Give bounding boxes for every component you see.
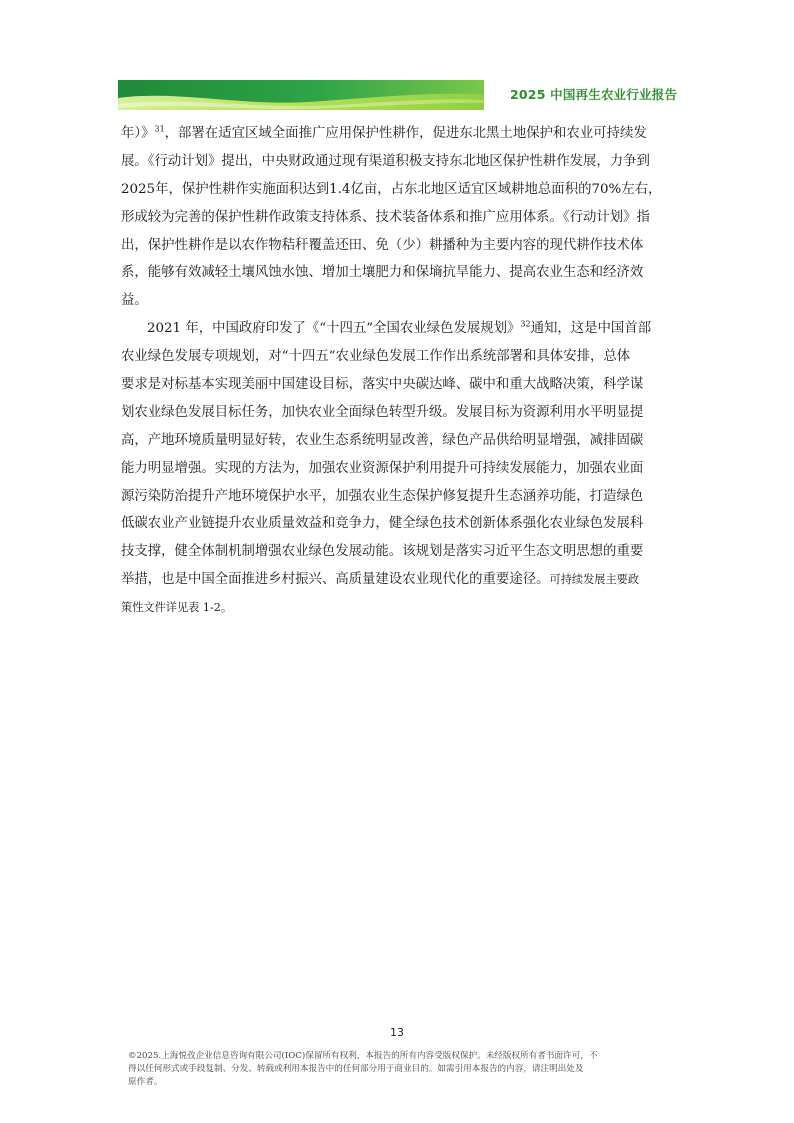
- page-header: [118, 80, 678, 110]
- footer-line: ©2025.上海悦孜企业信息咨询有限公司(IOC)保留所有权利，本报告的所有内容受版权保护。未经版权所有者书面许可，不: [128, 1051, 598, 1061]
- paragraph-1: [121, 120, 681, 315]
- text-line: 技支撑，健全体制机制增强农业绿色发展动能。该规划是落实习近平生态文明思想的重要: [121, 544, 644, 560]
- text-line: 划农业绿色发展目标任务，加快农业全面绿色转型升级。发展目标为资源利用水平明显提: [121, 404, 644, 420]
- copyright-footer: [128, 1050, 674, 1090]
- text-line: 出，保护性耕作是以农作物秸秆覆盖还田、免（少）耕播种为主要内容的现代耕作技术体: [121, 237, 644, 253]
- footnote-ref-31: 31: [154, 124, 165, 134]
- text-line: 农业绿色发展专项规划，对“十四五”农业绿色发展工作作出系统部署和具体安排，总体: [121, 349, 631, 365]
- paragraph-2: [121, 315, 681, 622]
- text-span: 通知，这是中国首部: [530, 321, 652, 337]
- report-title: 2025 中国再生农业行业报告: [510, 87, 678, 102]
- text-span: 年）》: [121, 126, 155, 141]
- text-span: ，部署在适宜区域全面推广应用保护性耕作，促进东北黑土地保护和农业可持续发: [164, 126, 647, 141]
- text-line: 能力明显增强。实现的方法为，加强农业资源保护利用提升可持续发展能力，加强农业面: [121, 460, 644, 476]
- text-line: [121, 120, 681, 148]
- text-line: 2025年，保护性耕作实施面积达到1.4亿亩，占东北地区适宜区域耕地总面积的70%左右，: [121, 181, 662, 197]
- body-text: [121, 120, 681, 622]
- text-line: [121, 566, 681, 594]
- footnote-ref-32: 32: [520, 319, 531, 329]
- text-span: 2021 年，中国政府印发了《“十四五”全国农业绿色发展规划》: [147, 321, 521, 337]
- text-line: 要求是对标基本实现美丽中国建设目标，落实中央碳达峰、碳中和重大战略决策，科学谋: [121, 377, 644, 393]
- header-banner-graphic: [118, 80, 484, 110]
- text-line: 源污染防治提升产地环境保护水平，加强农业生态保护修复提升生态涵养功能，打造绿色: [121, 488, 644, 504]
- footer-line: 原作者。: [128, 1077, 163, 1088]
- text-span: 举措，也是中国全面推进乡村振兴、高质量建设农业现代化的重要途径。: [121, 572, 550, 588]
- text-line: 系，能够有效减轻土壤风蚀水蚀、增加土壤肥力和保墒抗旱能力、提高农业生态和经济效: [121, 265, 644, 281]
- text-span: 可持续发展主要政: [549, 573, 640, 587]
- text-line: 低碳农业产业链提升农业质量效益和竞争力，健全绿色技术创新体系强化农业绿色发展科: [121, 516, 644, 532]
- text-line: 益。: [121, 293, 148, 309]
- page-number: 13: [390, 1026, 404, 1039]
- text-line: 展。《行动计划》提出，中央财政通过现有渠道积极支持东北地区保护性耕作发展，力争到: [121, 153, 650, 169]
- text-line: [121, 315, 681, 343]
- text-line: 策性文件详见表 1-2。: [121, 601, 233, 615]
- text-line: 高，产地环境质量明显好转，农业生态系统明显改善，绿色产品供给明显增强，减排固碳: [121, 432, 644, 448]
- footer-line: 得以任何形式或手段复制、分发、转载或利用本报告中的任何部分用于商业目的。如需引用本报告的内容，请注明出处及: [128, 1064, 584, 1075]
- text-line: 形成较为完善的保护性耕作政策支持体系、技术装备体系和推广应用体系。《行动计划》指: [121, 209, 650, 225]
